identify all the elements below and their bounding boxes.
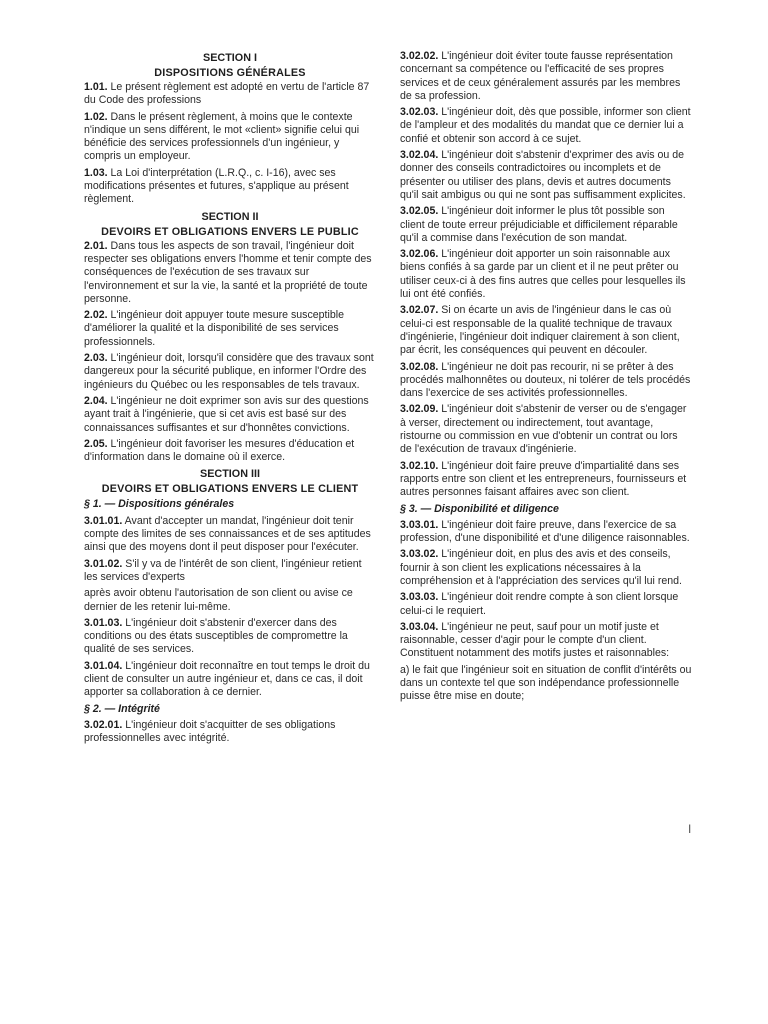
article-paragraph bbox=[84, 81, 376, 108]
article-paragraph bbox=[84, 558, 376, 585]
right-column bbox=[400, 50, 692, 707]
subsection-1-body bbox=[84, 515, 376, 700]
subsection-1-heading: § 1. — Dispositions générales bbox=[84, 498, 235, 511]
article-number: 3.01.04. bbox=[84, 659, 123, 672]
article-paragraph bbox=[400, 460, 692, 500]
subsection-3-body bbox=[400, 519, 692, 704]
article-paragraph bbox=[84, 617, 376, 657]
article-number: 3.03.02. bbox=[400, 548, 439, 561]
article-text: Dans tous les aspects de son travail, l'ingénieur doit respecter ses obligations envers l'homme et tenir compte des conséquences de l'exécution de ses travaux sur l'environnement et sur la vie, la santé et la propriété de toute personne. bbox=[84, 239, 372, 305]
article-number: 3.03.04. bbox=[400, 620, 439, 633]
article-text: L'ingénieur doit, dès que possible, informer son client de l'ampleur et des modalités du mandat que ce dernier lui a confié et obtenir son accord à ce sujet. bbox=[400, 106, 691, 145]
article-text: S'il y va de l'intérêt de son client, l'ingénieur retient les services d'experts bbox=[84, 557, 362, 583]
article-number: 1.01. bbox=[84, 81, 108, 93]
article-paragraph bbox=[400, 205, 692, 245]
article-paragraph bbox=[400, 304, 692, 357]
article-text: L'ingénieur doit apporter un soin raisonnable aux biens confiés à sa garde par un client et il ne peut prêter ou utiliser ceux-ci à des fins autres que celles pour lesquelles ils lui ont été confiés. bbox=[400, 248, 686, 301]
article-number: 3.02.01. bbox=[84, 718, 123, 731]
article-paragraph bbox=[400, 591, 692, 618]
article-text: L'ingénieur doit éviter toute fausse représentation concernant sa compétence ou l'efficacité de ses propres services et de ceux généralement assurés par les membres de sa profession. bbox=[400, 50, 681, 102]
article-text: Si on écarte un avis de l'ingénieur dans le cas où celui-ci est responsable de la qualité technique de travaux d'ingénierie, l'ingénieur doit indiquer clairement à son client, par écrit, les conséquences qui peuvent en découler. bbox=[400, 304, 680, 357]
article-text: L'ingénieur doit rendre compte à son client lorsque celui-ci le requiert. bbox=[400, 591, 679, 617]
article-text: L'ingénieur doit appuyer toute mesure susceptible d'améliorer la qualité et la disponibilité de ses services professionnels. bbox=[84, 309, 344, 348]
article-number: 2.04. bbox=[84, 394, 108, 407]
article-paragraph bbox=[84, 395, 376, 435]
article-paragraph bbox=[400, 106, 692, 146]
subsection-2-body-left bbox=[84, 719, 376, 746]
article-text: L'ingénieur ne doit exprimer son avis sur des questions ayant trait à l'ingénierie, que si cet avis est basé sur des connaissances suffisantes et sur d'honnêtes convictions. bbox=[84, 394, 369, 434]
article-paragraph bbox=[84, 438, 376, 465]
article-text: L'ingénieur doit, lorsqu'il considère que des travaux sont dangereux pour la sécurité publique, en informer l'Ordre des ingénieurs du Québec ou les responsables de tels travaux. bbox=[84, 352, 374, 391]
article-paragraph bbox=[400, 548, 692, 588]
left-column bbox=[84, 50, 376, 748]
article-text: L'ingénieur doit s'abstenir d'exercer dans des conditions ou des états susceptibles de compromettre la qualité de ses services. bbox=[84, 616, 348, 656]
subsection-2-body-right bbox=[400, 50, 692, 500]
article-paragraph bbox=[400, 149, 692, 202]
article-paragraph bbox=[84, 167, 376, 207]
article-text: L'ingénieur doit favoriser les mesures d'éducation et d'information dans le domaine où il exerce. bbox=[84, 437, 355, 464]
article-text: L'ingénieur doit reconnaître en tout temps le droit du client de consulter un autre ingénieur et, dans ce cas, il doit apporter sa collaboration à ce dernier. bbox=[84, 659, 370, 699]
section-2-subtitle: DEVOIRS ET OBLIGATIONS ENVERS LE PUBLIC bbox=[101, 225, 359, 238]
article-number: 2.03. bbox=[84, 352, 108, 365]
article-text: L'ingénieur doit, en plus des avis et des conseils, fournir à son client les explications nécessaires à la compréhension et à l'appréciation des services qu'il lui rend. bbox=[400, 548, 682, 587]
article-number: 3.02.04. bbox=[400, 149, 439, 162]
article-text: a) le fait que l'ingénieur soit en situation de conflit d'intérêts ou dans un contexte tel que son indépendance professionnelle puisse être mise en doute; bbox=[400, 663, 692, 703]
article-paragraph bbox=[84, 719, 376, 746]
article-paragraph bbox=[84, 240, 376, 306]
article-paragraph bbox=[400, 361, 692, 401]
section-2-title: SECTION II bbox=[201, 210, 259, 223]
article-number: 3.02.08. bbox=[400, 360, 439, 373]
article-number: 3.02.07. bbox=[400, 304, 439, 317]
article-number: 3.01.02. bbox=[84, 557, 123, 570]
article-text: L'ingénieur doit faire preuve, dans l'exercice de sa profession, d'une disponibilité et d'une diligence raisonnables. bbox=[400, 518, 690, 545]
article-number: 1.03. bbox=[84, 166, 108, 179]
section-1-body bbox=[84, 81, 376, 207]
section-1-subtitle: DISPOSITIONS GÉNÉRALES bbox=[154, 67, 306, 79]
article-paragraph bbox=[84, 515, 376, 555]
article-number: 3.02.09. bbox=[400, 403, 439, 416]
section-2-body bbox=[84, 240, 376, 465]
article-paragraph bbox=[400, 248, 692, 301]
article-text: L'ingénieur doit informer le plus tôt possible son client de toute erreur préjudiciable et difficilement réparable qu'il a commise dans l'exécution de son mandat. bbox=[400, 205, 678, 244]
article-paragraph bbox=[84, 111, 376, 164]
article-paragraph bbox=[84, 352, 376, 392]
subsection-2-heading: § 2. — Intégrité bbox=[84, 702, 160, 715]
article-text: La Loi d'interprétation (L.R.Q., c. I-16), avec ses modifications présentes et futures, s'applique au présent règlement. bbox=[84, 166, 349, 206]
article-text: L'ingénieur doit s'acquitter de ses obligations professionnelles avec intégrité. bbox=[84, 718, 336, 745]
article-paragraph bbox=[400, 664, 692, 704]
article-number: 3.02.02. bbox=[400, 50, 439, 62]
article-number: 1.02. bbox=[84, 110, 108, 123]
article-text: L'ingénieur doit faire preuve d'impartialité dans ses rapports entre son client et les entrepreneurs, fournisseurs et autres personnes faisant affaires avec son client. bbox=[400, 459, 687, 499]
section-3-title: SECTION III bbox=[200, 468, 260, 481]
article-number: 3.01.03. bbox=[84, 616, 123, 629]
article-text: L'ingénieur doit s'abstenir de verser ou de s'engager à verser, directement ou indirectement, tout avantage, ristourne ou commission en vue d'obtenir un contrat ou lors de l'exécution de travaux d'ingénierie. bbox=[400, 403, 687, 456]
article-paragraph bbox=[400, 403, 692, 456]
article-number: 3.03.01. bbox=[400, 518, 439, 531]
article-text: L'ingénieur doit s'abstenir d'exprimer des avis ou de donner des conseils contradictoires ou incomplets et de présenter ou utiliser des plans, devis et autres documents qu'il sait ambigus ou qui ne sont pas suffisamment explicites. bbox=[400, 149, 686, 201]
article-number: 3.02.06. bbox=[400, 248, 439, 261]
article-text: Dans le présent règlement, à moins que le contexte n'indique un sens différent, le mot «client» signifie celui qui bénéficie des services professionnels d'un ingénieur, y compris un employeur. bbox=[84, 110, 360, 163]
article-paragraph bbox=[84, 309, 376, 349]
article-text: Avant d'accepter un mandat, l'ingénieur doit tenir compte des limites de ses connaissances et de ses aptitudes ainsi que des moyens dont il peut disposer pour l'exécuter. bbox=[84, 514, 371, 554]
article-text: après avoir obtenu l'autorisation de son client ou avise ce dernier de les retenir lui-même. bbox=[84, 587, 353, 613]
article-number: 2.05. bbox=[84, 437, 108, 450]
article-paragraph bbox=[400, 621, 692, 661]
article-text: Le présent règlement est adopté en vertu de l'article 87 du Code des professions bbox=[84, 81, 370, 107]
subsection-3-heading: § 3. — Disponibilité et diligence bbox=[400, 502, 559, 515]
page-marker: I bbox=[688, 822, 692, 836]
article-number: 3.01.01. bbox=[84, 514, 123, 527]
article-number: 2.01. bbox=[84, 239, 108, 252]
article-paragraph bbox=[400, 50, 692, 103]
section-1-title: SECTION I bbox=[203, 52, 257, 64]
article-text: L'ingénieur ne doit pas recourir, ni se prêter à des procédés malhonnêtes ou douteux, ni tolérer de tels procédés dans l'exercice de ses activités professionnelles. bbox=[400, 360, 691, 400]
article-paragraph bbox=[84, 660, 376, 700]
article-number: 2.02. bbox=[84, 309, 108, 322]
article-number: 3.02.05. bbox=[400, 205, 439, 218]
article-number: 3.03.03. bbox=[400, 591, 439, 604]
article-number: 3.02.10. bbox=[400, 459, 439, 472]
section-3-subtitle: DEVOIRS ET OBLIGATIONS ENVERS LE CLIENT bbox=[101, 483, 359, 496]
article-paragraph bbox=[84, 587, 376, 614]
article-text: L'ingénieur ne peut, sauf pour un motif juste et raisonnable, cesser d'agir pour le compte d'un client. Constituent notamment des motifs justes et raisonnables: bbox=[400, 620, 670, 660]
article-number: 3.02.03. bbox=[400, 106, 439, 119]
article-paragraph bbox=[400, 519, 692, 546]
